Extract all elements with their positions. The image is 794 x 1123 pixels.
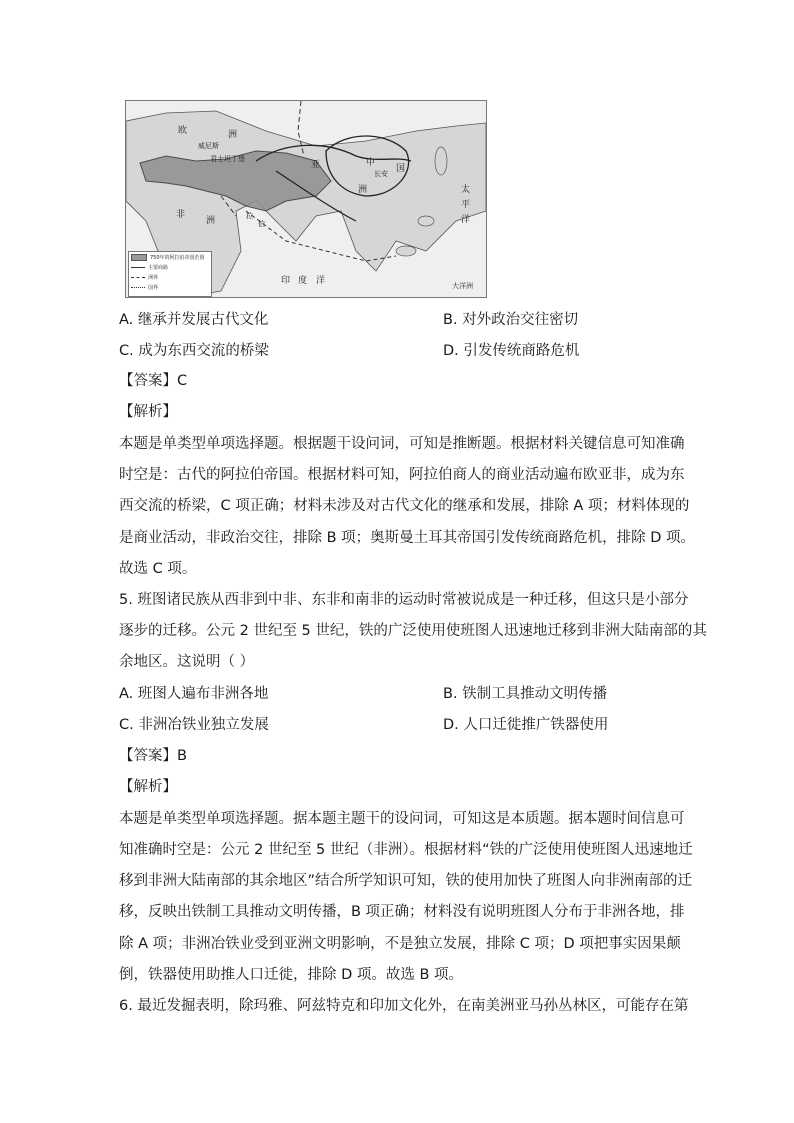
- q5-option-c: C. 非洲冶铁业独立发展: [119, 717, 269, 733]
- label-indian-ocean-1: 印: [281, 276, 291, 286]
- q4-answer: 【答案】C: [119, 373, 188, 389]
- legend-label: 主要商路: [148, 264, 169, 271]
- q4-analysis-line: 本题是单类型单项选择题。根据题干设问词，可知是推断题。根据材料关键信息可知准确: [119, 436, 685, 452]
- label-china-2: 国: [396, 164, 406, 174]
- label-pacific-2: 平: [461, 200, 471, 210]
- legend-label: 洲界: [148, 274, 159, 281]
- label-venice: 威尼斯: [198, 142, 219, 150]
- q5-option-d: D. 人口迁徙推广铁器使用: [443, 717, 609, 733]
- legend-swatch-fill: [131, 254, 147, 261]
- q4-option-c: C. 成为东西交流的桥梁: [119, 343, 269, 359]
- q4-option-b: B. 对外政治交往密切: [443, 312, 579, 328]
- q5-analysis-line: 倒，铁器使用助推人口迁徙，排除 D 项。故选 B 项。: [119, 967, 464, 983]
- island-shape: [418, 216, 434, 226]
- label-arabia-1: 拉: [246, 212, 253, 220]
- q5-analysis-line: 除 A 项；非洲冶铁业受到亚洲文明影响，不是独立发展，排除 C 项；D 项把事实因果颠: [119, 936, 681, 952]
- q4-analysis-title: 【解析】: [119, 404, 177, 420]
- q4-analysis-line: 时空是：古代的阿拉伯帝国。根据材料可知，阿拉伯商人的商业活动遍布欧亚非，成为东: [119, 467, 685, 483]
- label-arabia-2: 伯: [258, 220, 265, 228]
- island-shape: [396, 246, 416, 256]
- legend-item: [129, 252, 211, 262]
- q5-analysis-title: 【解析】: [119, 779, 177, 795]
- label-changan: 长安: [374, 170, 388, 178]
- q5-analysis-line: 本题是单类型单项选择题。据本题主题干的设问词，可知这是本质题。据本题时间信息可: [119, 811, 685, 827]
- q5-option-a: A. 班图人遍布非洲各地: [119, 686, 269, 702]
- legend-item: [129, 282, 211, 292]
- label-pacific-1: 太: [461, 185, 471, 195]
- q4-option-a: A. 继承并发展古代文化: [119, 312, 269, 328]
- label-africa-2: 洲: [206, 216, 216, 226]
- q5-analysis-line: 移到非洲大陆南部的其余地区”结合所学知识可知，铁的使用加快了班图人向非洲南部的迁: [119, 873, 693, 889]
- q5-analysis-line: 知准确时空是：公元 2 世纪至 5 世纪（非洲）。根据材料“铁的广泛使用使班图人迅速地迁: [119, 842, 693, 858]
- japan-shape: [435, 147, 447, 175]
- map-legend: [128, 251, 212, 297]
- legend-label: 国界: [148, 284, 159, 291]
- legend-swatch-dot: [131, 287, 145, 288]
- legend-item: [129, 262, 211, 272]
- q6-stem-line: 6. 最近发掘表明，除玛雅、阿兹特克和印加文化外，在南美洲亚马孙丛林区，可能存在第: [119, 998, 689, 1014]
- q4-analysis-line: 西交流的桥梁，C 项正确；材料未涉及对古代文化的继承和发展，排除 A 项；材料体现的: [119, 498, 690, 514]
- q5-stem-line: 5. 班图诸民族从西非到中非、东非和南非的运动时常被说成是一种迁移，但这只是小部分: [119, 592, 689, 608]
- q5-analysis-line: 移，反映出铁制工具推动文明传播，B 项正确；材料没有说明班图人分布于非洲各地，排: [119, 904, 685, 920]
- label-constantinople: 君士坦丁堡: [210, 155, 245, 163]
- legend-swatch-solid: [131, 267, 145, 268]
- label-indian-ocean-2: 度: [298, 276, 308, 286]
- label-europe-2: 洲: [228, 130, 238, 140]
- q4-option-d: D. 引发传统商路危机: [443, 343, 580, 359]
- legend-item: [129, 272, 211, 282]
- historical-map: [125, 100, 487, 298]
- label-pacific-3: 洋: [461, 215, 471, 225]
- q5-stem-line: 逐步的迁移。公元 2 世纪至 5 世纪，铁的广泛使用使班图人迅速地迁移到非洲大陆南部的其: [119, 623, 707, 639]
- q4-analysis-line: 是商业活动，非政治交往，排除 B 项；奥斯曼土耳其帝国引发传统商路危机，排除 D 项。: [119, 530, 696, 546]
- q5-option-b: B. 铁制工具推动文明传播: [443, 686, 608, 702]
- q4-analysis-line: 故选 C 项。: [119, 561, 197, 577]
- label-europe-1: 欧: [178, 126, 188, 136]
- label-asia-1: 亚: [311, 160, 321, 170]
- legend-label: 750年的阿拉伯帝国范围: [150, 254, 205, 261]
- legend-swatch-dash: [131, 277, 145, 278]
- label-china-1: 中: [366, 158, 376, 168]
- label-indian-ocean-3: 洋: [316, 276, 326, 286]
- q5-answer: 【答案】B: [119, 748, 187, 764]
- label-africa-1: 非: [176, 210, 186, 220]
- label-asia-2: 洲: [358, 185, 368, 195]
- q5-stem-line: 余地区。这说明（ ）: [119, 654, 255, 670]
- label-oceania: 大洋洲: [452, 282, 473, 290]
